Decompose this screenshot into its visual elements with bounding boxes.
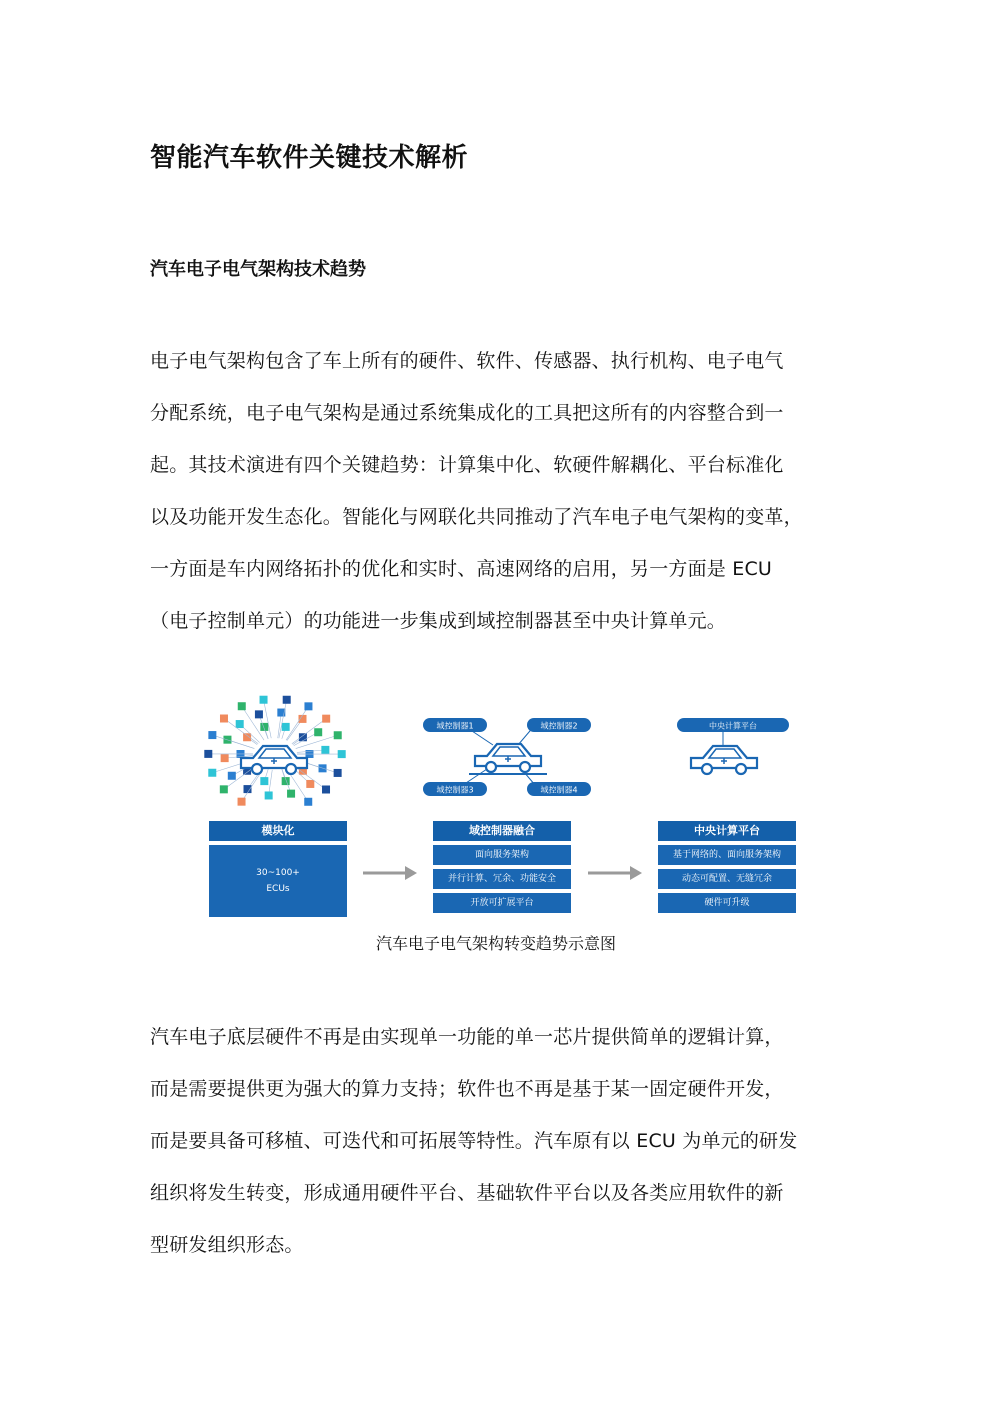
ecu-node-icon [322,715,330,723]
architecture-figure [195,690,805,920]
ecu-node-icon [236,720,244,728]
stage-heading: 模块化 [209,821,347,841]
ecu-node-icon [299,733,307,741]
document-title: 智能汽车软件关键技术解析 [150,143,469,173]
central-platform-illustration [677,718,789,774]
paragraph-line: 以及功能开发生态化。智能化与网联化共同推动了汽车电子电气架构的变革， [150,506,803,528]
domain-label-1: 域控制器1 [436,721,474,731]
figure-illustrations [195,690,805,810]
ecu-node-icon [260,696,268,704]
ecu-node-icon [334,769,342,777]
feature-row: 并行计算、冗余、功能安全 [433,869,571,889]
ecu-node-icon [228,772,236,780]
ecu-node-icon [238,702,246,710]
body-paragraph-1 [150,335,860,647]
ecu-node-icon [238,798,246,806]
ecu-node-icon [306,780,314,788]
ecu-node-icon [208,731,216,739]
ecu-node-icon [304,702,312,710]
paragraph-line: 而是需要提供更为强大的算力支持；软件也不再是基于某一固定硬件开发， [150,1078,784,1100]
feature-row: 面向服务架构 [433,845,571,865]
ecu-node-icon [287,790,295,798]
feature-row: 动态可配置、无缝冗余 [658,869,796,889]
ecu-node-icon [208,769,216,777]
ecu-node-icon [338,750,346,758]
ecu-node-icon [204,750,212,758]
domain-label-4: 域控制器4 [540,785,578,795]
paragraph-line: 组织将发生转变，形成通用硬件平台、基础软件平台以及各类应用软件的新 [150,1182,784,1204]
paragraph-line: 汽车电子底层硬件不再是由实现单一功能的单一芯片提供简单的逻辑计算， [150,1026,784,1048]
arrow-right-icon [363,866,417,880]
domain-controller-illustration [423,718,591,796]
ecu-node-icon [220,785,228,793]
ecu-node-icon [220,715,228,723]
ecu-count-box [209,845,347,917]
feature-row: 硬件可升级 [658,893,796,913]
paragraph-line: 而是要具备可移植、可迭代和可拓展等特性。汽车原有以 ECU 为单元的研发 [150,1130,798,1152]
stage-heading: 中央计算平台 [658,821,796,841]
ecu-node-icon [321,746,329,754]
arrow-right-icon [588,866,642,880]
feature-row: 开放可扩展平台 [433,893,571,913]
ecu-node-icon [265,791,273,799]
body-paragraph-2 [150,1011,860,1271]
paragraph-line: （电子控制单元）的功能进一步集成到域控制器甚至中央计算单元。 [150,610,727,632]
stage-heading: 域控制器融合 [433,821,571,841]
stage-central-computing [658,821,796,913]
paragraph-line: 型研发组织形态。 [150,1234,304,1256]
ecu-node-icon [244,785,252,793]
section-heading: 汽车电子电气架构技术趋势 [150,259,366,280]
ecu-connector [264,700,272,739]
ecu-node-icon [221,754,229,762]
stage-domain-fusion [433,821,571,913]
ecu-count: 30~100+ [256,868,300,878]
ecu-node-icon [304,798,312,806]
stage-modular [209,821,347,917]
ecu-node-icon [314,728,322,736]
car-icon [691,746,757,774]
ecu-connector [279,700,287,738]
ecu-node-icon [334,731,342,739]
paragraph-line: 一方面是车内网络拓扑的优化和实时、高速网络的启用，另一方面是 ECU [150,558,773,580]
ecu-unit: ECUs [266,884,290,894]
ecu-node-icon [283,696,291,704]
paragraph-line: 电子电气架构包含了车上所有的硬件、软件、传感器、执行机构、电子电气 [150,350,784,372]
ecu-node-icon [255,710,263,718]
domain-label-3: 域控制器3 [436,785,474,795]
figure-caption: 汽车电子电气架构转变趋势示意图 [375,934,616,953]
car-icon [469,744,547,774]
ecu-node-icon [298,715,306,723]
ecu-node-icon [322,785,330,793]
ecu-node-icon [260,777,268,785]
platform-label: 中央计算平台 [709,721,757,731]
paragraph-line: 分配系统，电子电气架构是通过系统集成化的工具把这所有的内容整合到一 [150,402,784,424]
ecu-node-icon [282,723,290,731]
paragraph-line: 起。其技术演进有四个关键趋势：计算集中化、软硬件解耦化、平台标准化 [150,454,784,476]
feature-row: 基于网络的、面向服务架构 [658,845,796,865]
domain-label-2: 域控制器2 [540,721,578,731]
